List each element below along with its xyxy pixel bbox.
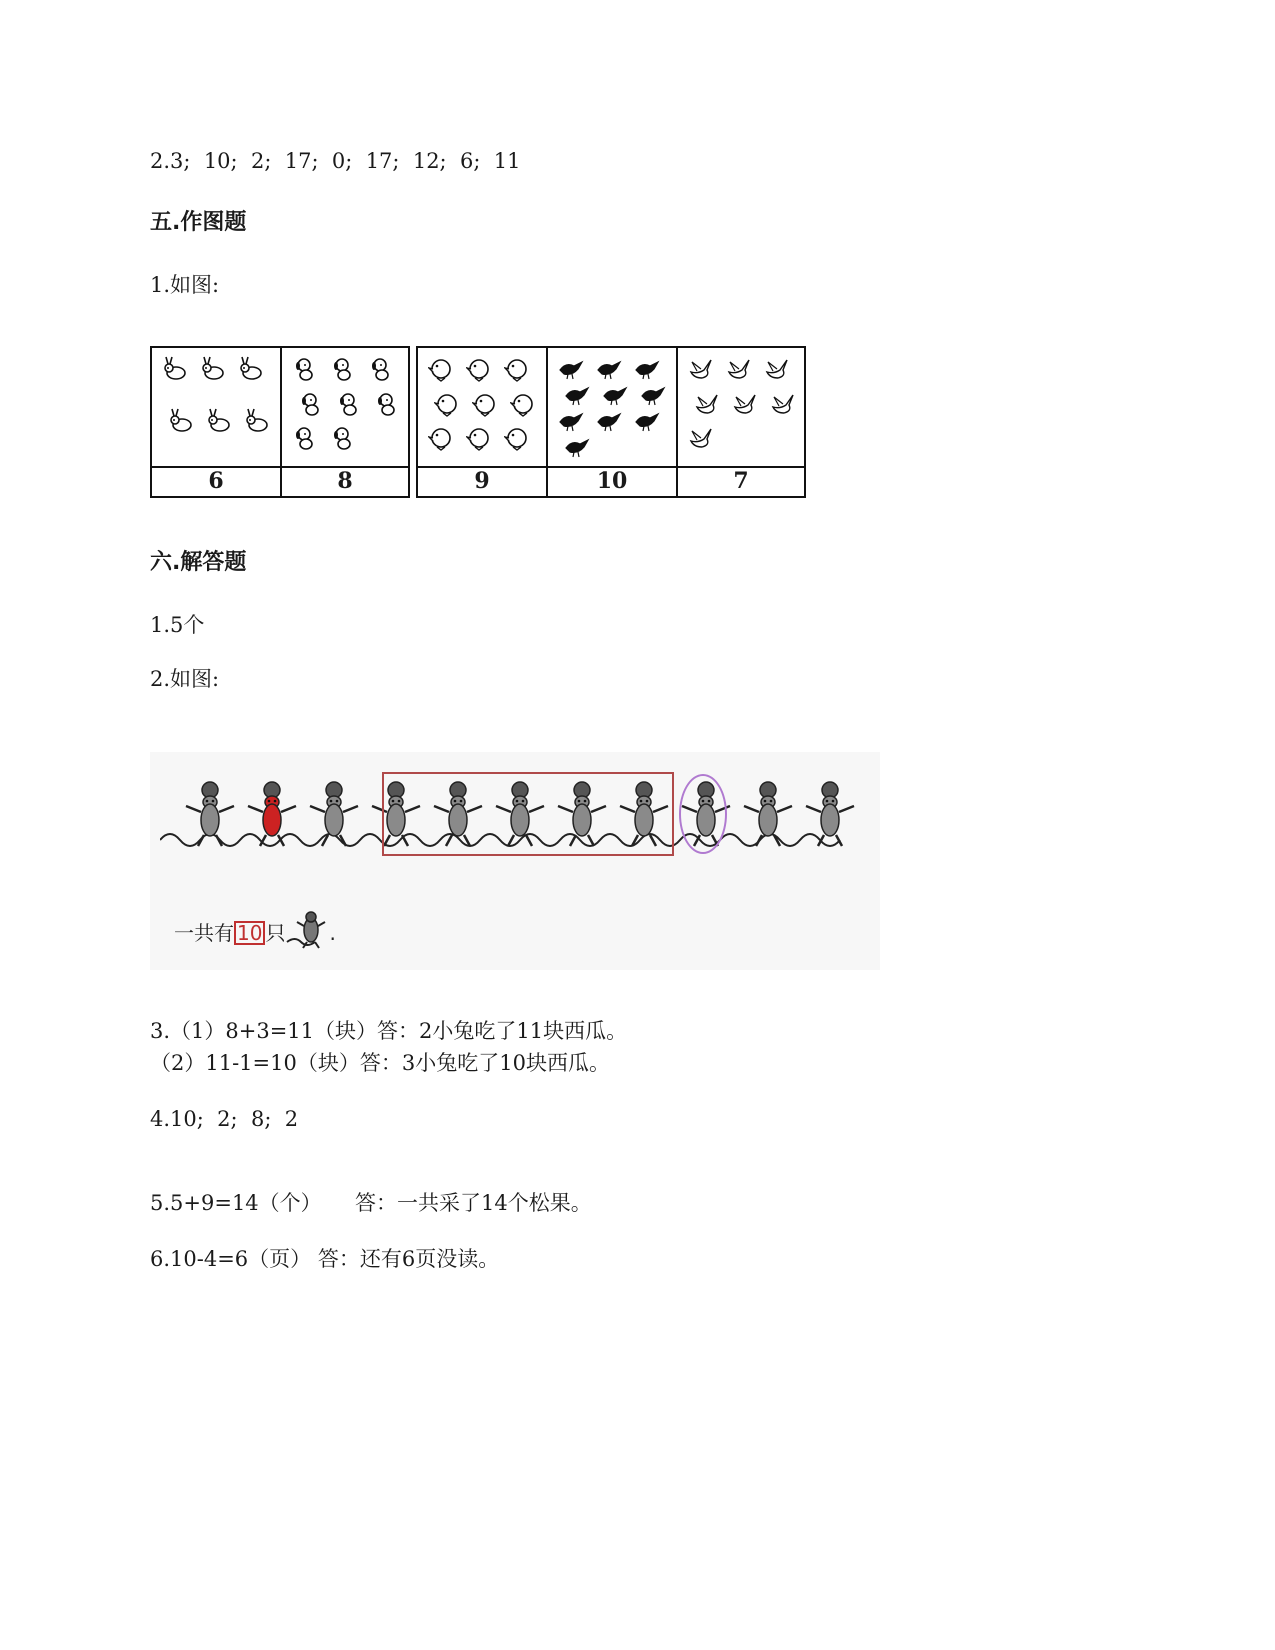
cell-chicks bbox=[418, 348, 548, 496]
goose-icon bbox=[764, 356, 790, 382]
goose-icon bbox=[726, 356, 752, 382]
chick-icon bbox=[510, 391, 536, 417]
puppy-icon bbox=[330, 356, 356, 382]
rabbit-icon bbox=[162, 356, 188, 382]
total-suffix: 只 bbox=[265, 921, 286, 945]
answer-line-6-1: 1.5个 bbox=[150, 613, 205, 637]
bird-icon bbox=[596, 356, 622, 382]
section-heading-5: 五.作图题 bbox=[150, 210, 247, 235]
geese-picture bbox=[678, 348, 804, 468]
animal-count-figure bbox=[150, 346, 850, 500]
goose-icon bbox=[732, 391, 758, 417]
answer-line-6-6: 6.10-4=6（页） 答：还有6页没读。 bbox=[150, 1247, 500, 1271]
mouse-icon bbox=[180, 780, 238, 848]
puppy-icon bbox=[298, 391, 324, 417]
goose-icon bbox=[694, 391, 720, 417]
chick-icon bbox=[428, 356, 454, 382]
chick-icon bbox=[504, 425, 530, 451]
small-mouse-icon bbox=[285, 910, 329, 950]
rabbit-icon bbox=[206, 408, 232, 434]
puppy-icon bbox=[292, 356, 318, 382]
chick-icon bbox=[472, 391, 498, 417]
goose-icon bbox=[688, 356, 714, 382]
bird-icon bbox=[640, 382, 666, 408]
answer-line-2-3: 2.3; 10; 2; 17; 0; 17; 12; 6; 11 bbox=[150, 149, 521, 173]
bird-icon bbox=[564, 382, 590, 408]
answer-line-5-1: 1.如图: bbox=[150, 273, 220, 297]
animal-group-right bbox=[416, 346, 806, 498]
chicks-picture bbox=[418, 348, 546, 468]
bird-icon bbox=[558, 408, 584, 434]
answer-line-6-3a: 3.（1）8+3=11（块）答：2小兔吃了11块西瓜。 bbox=[150, 1019, 628, 1043]
total-count-box: 10 bbox=[234, 921, 265, 945]
red-mouse-icon bbox=[242, 780, 300, 848]
cell-birds bbox=[548, 348, 678, 496]
mice-figure bbox=[150, 752, 880, 970]
answer-line-6-4: 4.10; 2; 8; 2 bbox=[150, 1107, 299, 1131]
answer-line-6-5: 5.5+9=14（个） 答：一共采了14个松果。 bbox=[150, 1191, 592, 1215]
bird-icon bbox=[602, 382, 628, 408]
circled-mouse bbox=[679, 774, 727, 854]
puppy-icon bbox=[292, 425, 318, 451]
goose-icon bbox=[688, 425, 714, 451]
rabbit-icon bbox=[244, 408, 270, 434]
puppy-icon bbox=[336, 391, 362, 417]
rabbits-picture bbox=[152, 348, 280, 468]
total-prefix: 一共有 bbox=[174, 921, 234, 945]
birds-picture bbox=[548, 348, 676, 468]
mouse-icon bbox=[800, 780, 858, 848]
count-rabbits: 6 bbox=[208, 468, 224, 494]
puppies-picture bbox=[282, 348, 408, 468]
count-geese: 7 bbox=[733, 468, 749, 494]
mouse-icon bbox=[304, 780, 362, 848]
chick-icon bbox=[504, 356, 530, 382]
chick-icon bbox=[428, 425, 454, 451]
goose-icon bbox=[770, 391, 796, 417]
chick-icon bbox=[466, 356, 492, 382]
chick-icon bbox=[466, 425, 492, 451]
bird-icon bbox=[634, 408, 660, 434]
cell-rabbits bbox=[152, 348, 282, 496]
answer-line-6-2: 2.如图: bbox=[150, 667, 220, 691]
count-chicks: 9 bbox=[474, 468, 490, 494]
animal-group-left bbox=[150, 346, 410, 498]
chick-icon bbox=[434, 391, 460, 417]
total-period: . bbox=[329, 921, 336, 945]
count-birds: 10 bbox=[596, 468, 628, 494]
bird-icon bbox=[564, 434, 590, 460]
rabbit-icon bbox=[168, 408, 194, 434]
section-heading-6: 六.解答题 bbox=[150, 550, 247, 575]
puppy-icon bbox=[374, 391, 400, 417]
answer-line-6-3b: （2）11-1=10（块）答：3小兔吃了10块西瓜。 bbox=[150, 1051, 610, 1075]
count-puppies: 8 bbox=[337, 468, 353, 494]
four-mice-box bbox=[382, 772, 674, 856]
puppy-icon bbox=[330, 425, 356, 451]
puppy-icon bbox=[368, 356, 394, 382]
cell-geese bbox=[678, 348, 804, 496]
cell-puppies bbox=[282, 348, 408, 496]
mouse-icon bbox=[738, 780, 796, 848]
rabbit-icon bbox=[238, 356, 264, 382]
bird-icon bbox=[634, 356, 660, 382]
mice-total-text bbox=[174, 910, 336, 950]
bird-icon bbox=[558, 356, 584, 382]
rabbit-icon bbox=[200, 356, 226, 382]
bird-icon bbox=[596, 408, 622, 434]
